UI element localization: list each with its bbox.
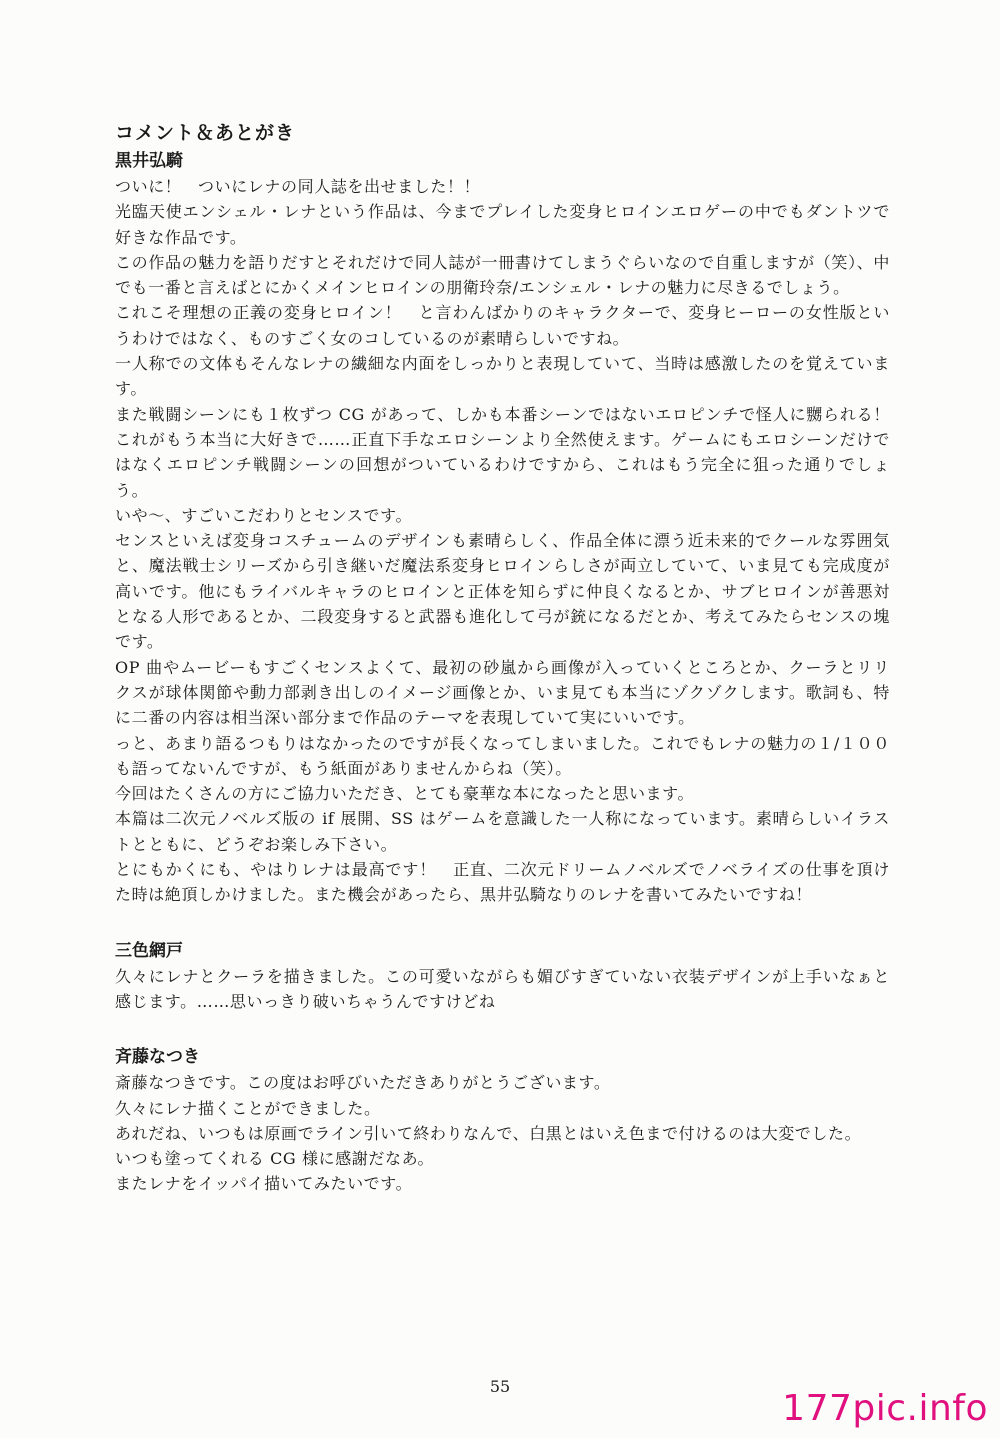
paragraph: っと、あまり語るつもりはなかったのですが長くなってしまいました。これでもレナの魅力の１/１００も語ってないんですが、もう紙面がありませんからね（笑）。 xyxy=(115,733,890,778)
paragraph: 今回はたくさんの方にご協力いただき、とても豪華な本になったと思います。 xyxy=(115,784,695,804)
paragraph: また戦闘シーンにも１枚ずつ CG があって、しかも本番シーンではないエロピンチで怪人に嬲られる！ これがもう本当に大好きで……正直下手なエロシーンより全然使えます。ゲームにもエロシーンだけではなくエロピンチ戦闘シーンの回想がついているわけですから、これはもう完全に狙った通りでしょう。 xyxy=(115,404,907,500)
paragraph: 本篇は二次元ノベルズ版の if 展開、SS はゲームを意識した一人称になっています。素晴らしいイラストとともに、どうぞお楽しみ下さい。 xyxy=(115,809,890,854)
paragraph: いつも塗ってくれる CG 様に感謝だなあ。 xyxy=(115,1149,435,1169)
document-title: コメント＆あとがき xyxy=(115,122,296,144)
author-name: 斉藤なつき xyxy=(115,1047,200,1068)
paragraph: いや〜、すごいこだわりとセンスです。 xyxy=(115,505,413,525)
paragraph: センスといえば変身コスチュームのデザインも素晴らしく、作品全体に漂う近未来的でクールな雰囲気と、魔法戦士シリーズから引き継いだ魔法系変身ヒロインらしさが両立していて、いま見ても完成度が高いです。他にもライバルキャラのヒロインと正体を知らずに仲良くなるとか、サブヒロインが善悪対となる人形であるとか、二段変身すると武器も進化して弓が銃になるだとか、考えてみたらセンスの塊です。 xyxy=(115,531,890,652)
paragraph: あれだね、いつもは原画でライン引いて終わりなんで、白黒とはいえ色まで付けるのは大変でした。 xyxy=(115,1123,862,1143)
paragraph: 斎藤なつきです。この度はお呼びいただきありがとうございます。 xyxy=(115,1073,611,1093)
paragraph: 光臨天使エンシェル・レナという作品は、今までプレイした変身ヒロインエロゲーの中でもダントツで好きな作品です。 xyxy=(115,202,890,247)
author-name: 黒井弘騎 xyxy=(115,151,183,171)
author-name: 三色網戸 xyxy=(115,940,183,961)
paragraph: またレナをイッパイ描いてみたいです。 xyxy=(115,1174,413,1194)
paragraph: 久々にレナとクーラを描きました。この可愛いながらも媚びすぎていない衣装デザインが上手いなぁと感じます。……思いっきり破いちゃうんですけどね xyxy=(115,966,890,1011)
paragraph: ついに！ ついにレナの同人誌を出せました！！ xyxy=(115,177,481,196)
paragraph: 一人称での文体もそんなレナの繊細な内面をしっかりと表現していて、当時は感激したのを覚えています。 xyxy=(115,354,890,399)
paragraph: これこそ理想の正義の変身ヒロイン！ と言わんばかりのキャラクターで、変身ヒーローの女性版というわけではなく、ものすごく女のコしているのが素晴らしいですね。 xyxy=(115,303,890,348)
comment-section-mishiki xyxy=(115,938,890,1015)
paragraph: 久々にレナ描くことができました。 xyxy=(115,1098,381,1118)
comment-section-saito xyxy=(115,1044,890,1196)
paragraph: OP 曲やムービーもすごくセンスよくて、最初の砂嵐から画像が入っていくところとか、クーラとリリクスが球体関節や動力部剥き出しのイメージ画像とか、いま見ても本当にゾクゾクします。歌詞も、特に二番の内容は相当深い部分まで作品のテーマを表現していて実にいいです。 xyxy=(115,657,890,728)
comment-section-kuroi xyxy=(115,148,907,908)
paragraph: とにもかくにも、やはりレナは最高です！ 正直、二次元ドリームノベルズでノベライズの仕事を頂けた時は絶頂しかけました。また機会があったら、黒井弘騎なりのレナを書いてみたいですね！ xyxy=(115,860,890,905)
document-body xyxy=(115,118,907,1197)
watermark-text: 177pic.info xyxy=(782,1388,988,1429)
paragraph: この作品の魅力を語りだすとそれだけで同人誌が一冊書けてしまうぐらいなので自重しますが（笑）、中でも一番と言えばとにかくメインヒロインの朋衛玲奈/エンシェル・レナの魅力に尽きるでしょう。 xyxy=(115,252,890,298)
page-number: 55 xyxy=(489,1377,511,1396)
